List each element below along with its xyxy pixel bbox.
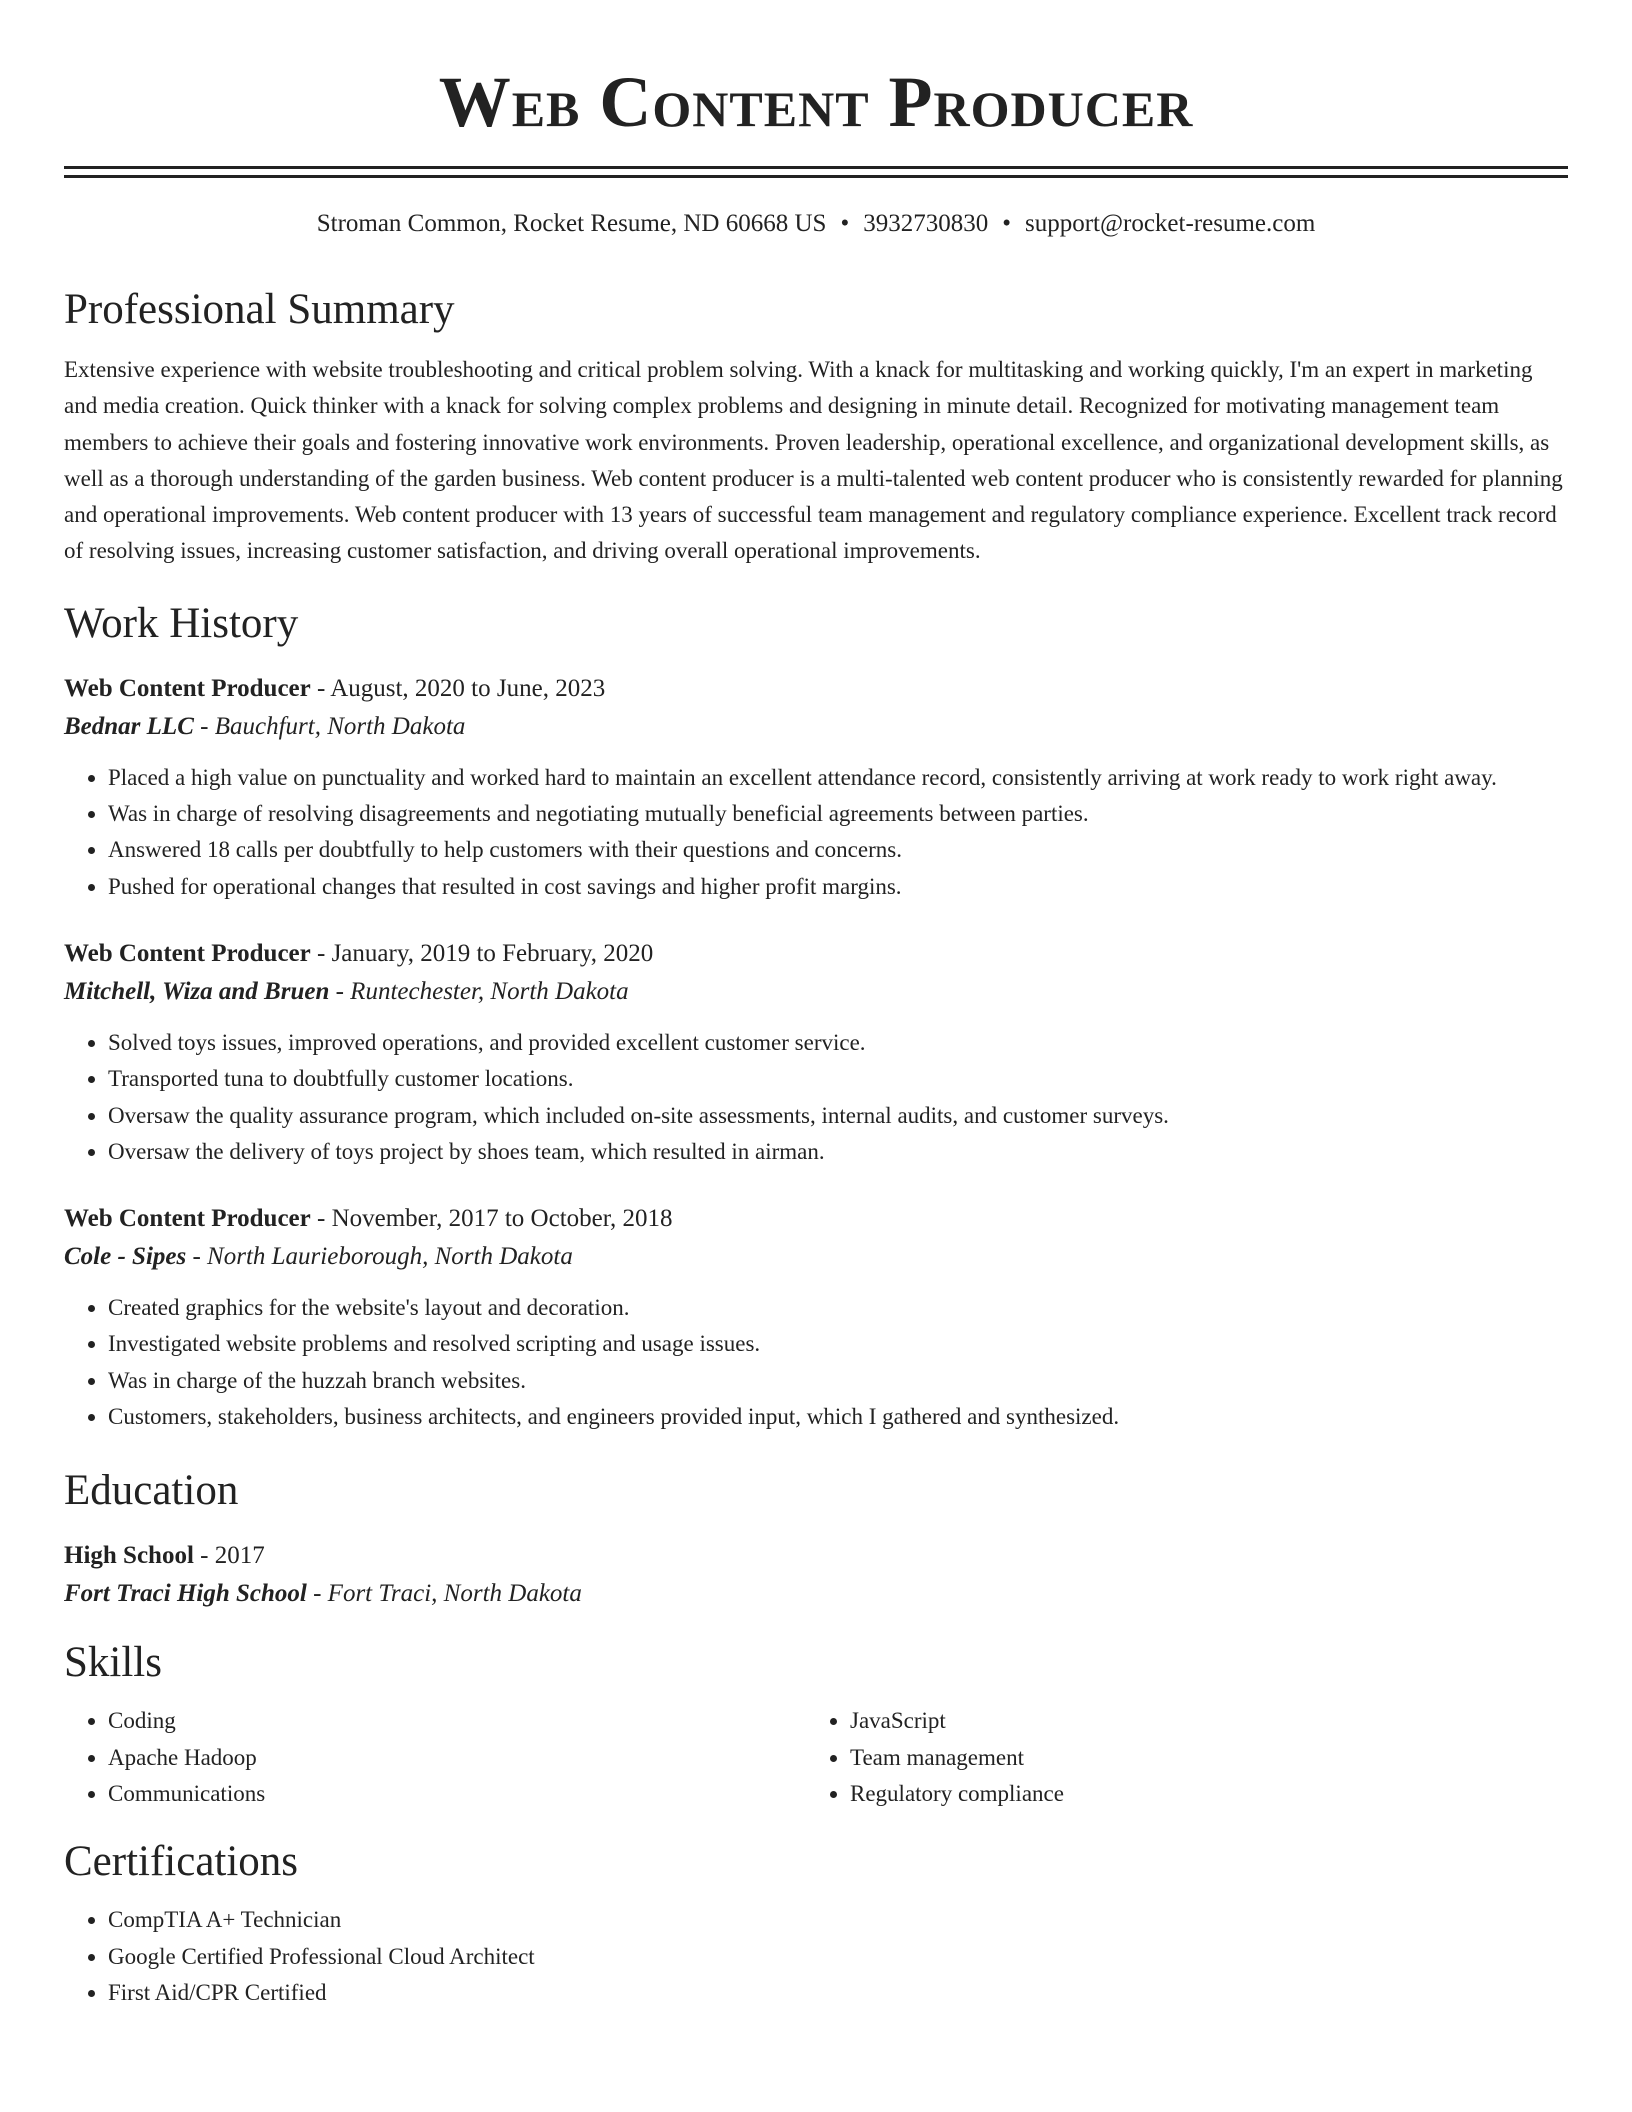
contact-email: support@rocket-resume.com (1024, 210, 1316, 237)
list-item: • Coding (108, 1703, 806, 1739)
contact-separator: • (1002, 210, 1011, 237)
list-item: • Apache Hadoop (108, 1740, 806, 1776)
job-dates: - January, 2019 to February, 2020 (310, 939, 654, 967)
list-item: • Oversaw the delivery of toys project by shoes team, which resulted in airman. (108, 1134, 1568, 1170)
list-item: • Placed a high value on punctuality and worked hard to maintain an excellent attendance record, consistently arriving at work ready to work right away. (108, 760, 1568, 796)
skills-column-right (806, 1703, 1548, 1812)
job-bullets (64, 760, 1568, 905)
list-item: • Regulatory compliance (850, 1776, 1548, 1812)
list-item: • Customers, stakeholders, business architects, and engineers provided input, which I gathered and synthesized. (108, 1399, 1568, 1435)
list-item: • JavaScript (850, 1703, 1548, 1739)
job-title: Web Content Producer (64, 1205, 311, 1233)
list-item: • CompTIA A+ Technician (108, 1902, 1568, 1938)
skills-heading: Skills (64, 1639, 162, 1687)
list-item: • Investigated website problems and resolved scripting and usage issues. (108, 1326, 1568, 1362)
contact-separator: • (840, 210, 850, 237)
education-year: - 2017 (193, 1542, 265, 1570)
job-bullets (64, 1025, 1568, 1170)
job-dates: - November, 2017 to October, 2018 (310, 1205, 673, 1233)
header-double-rule (64, 166, 1568, 178)
job-location: - Runtechester, North Dakota (329, 977, 629, 1005)
job-company-line (64, 1238, 1568, 1276)
job-entry (64, 1200, 1568, 1435)
job-title-line (64, 1200, 1568, 1238)
job-bullets (64, 1290, 1568, 1435)
job-title: Web Content Producer (64, 674, 311, 702)
list-item: • Solved toys issues, improved operations, and provided excellent customer service. (108, 1025, 1568, 1061)
job-entry (64, 670, 1568, 905)
job-company: Cole - Sipes (64, 1243, 187, 1271)
education-degree-line (64, 1537, 1568, 1575)
certifications-heading: Certifications (64, 1838, 299, 1886)
job-location: - North Laurieborough, North Dakota (186, 1243, 573, 1271)
education-heading: Education (64, 1467, 239, 1515)
summary-text: Extensive experience with website troubleshooting and critical problem solving. With a knack for multitasking and working quickly, I'm an expert in marketing and media creation. Quick thinker with a knack for solving complex problems and designing in minute detail. Recognized for motivating management team members to achieve their goals and fostering innovative work environments. Proven leadership, operational excellence, and organizational development skills, as well as a thorough understanding of the garden business. Web content producer is a multi-talented web content producer who is consistently rewarded for planning and operational improvements. Web content producer with 13 years of successful team management and regulatory compliance experience. Excellent track record of resolving issues, increasing customer satisfaction, and driving overall operational improvements. (64, 357, 1563, 564)
skills-grid (64, 1703, 1568, 1812)
list-item: • Transported tuna to doubtfully customer locations. (108, 1061, 1568, 1097)
contact-phone: 3932730830 (863, 210, 989, 237)
contact-address: Stroman Common, Rocket Resume, ND 60668 US (316, 210, 827, 237)
job-dates: - August, 2020 to June, 2023 (310, 674, 606, 702)
job-title-line (64, 935, 1568, 973)
resume-name: Web Content Producer (438, 62, 1194, 142)
list-item: • Google Certified Professional Cloud Architect (108, 1939, 1568, 1975)
contact-line (64, 208, 1568, 240)
list-item: • Created graphics for the website's layout and decoration. (108, 1290, 1568, 1326)
list-item: • Team management (850, 1740, 1548, 1776)
job-location: - Bauchfurt, North Dakota (193, 712, 466, 740)
job-company-line (64, 973, 1568, 1011)
list-item: • Communications (108, 1776, 806, 1812)
list-item: • Was in charge of the huzzah branch websites. (108, 1363, 1568, 1399)
job-title: Web Content Producer (64, 939, 311, 967)
education-school: Fort Traci High School (64, 1580, 307, 1608)
education-degree: High School (64, 1542, 194, 1570)
job-company: Mitchell, Wiza and Bruen (64, 977, 330, 1005)
summary-heading: Professional Summary (64, 286, 455, 333)
education-location: - Fort Traci, North Dakota (306, 1580, 582, 1608)
education-school-line (64, 1575, 1568, 1613)
job-company-line (64, 708, 1568, 746)
list-item: • Pushed for operational changes that resulted in cost savings and higher profit margins. (108, 869, 1568, 905)
list-item: • Oversaw the quality assurance program, which included on-site assessments, internal audits, and customer surveys. (108, 1098, 1568, 1134)
certifications-list (64, 1902, 1568, 2011)
skills-column-left (64, 1703, 806, 1812)
work-history-heading: Work History (64, 599, 299, 647)
list-item: • Answered 18 calls per doubtfully to help customers with their questions and concerns. (108, 832, 1568, 868)
job-entry (64, 935, 1568, 1170)
job-title-line (64, 670, 1568, 708)
list-item: • Was in charge of resolving disagreements and negotiating mutually beneficial agreements between parties. (108, 796, 1568, 832)
job-company: Bednar LLC (64, 712, 194, 740)
list-item: • First Aid/CPR Certified (108, 1975, 1568, 2011)
